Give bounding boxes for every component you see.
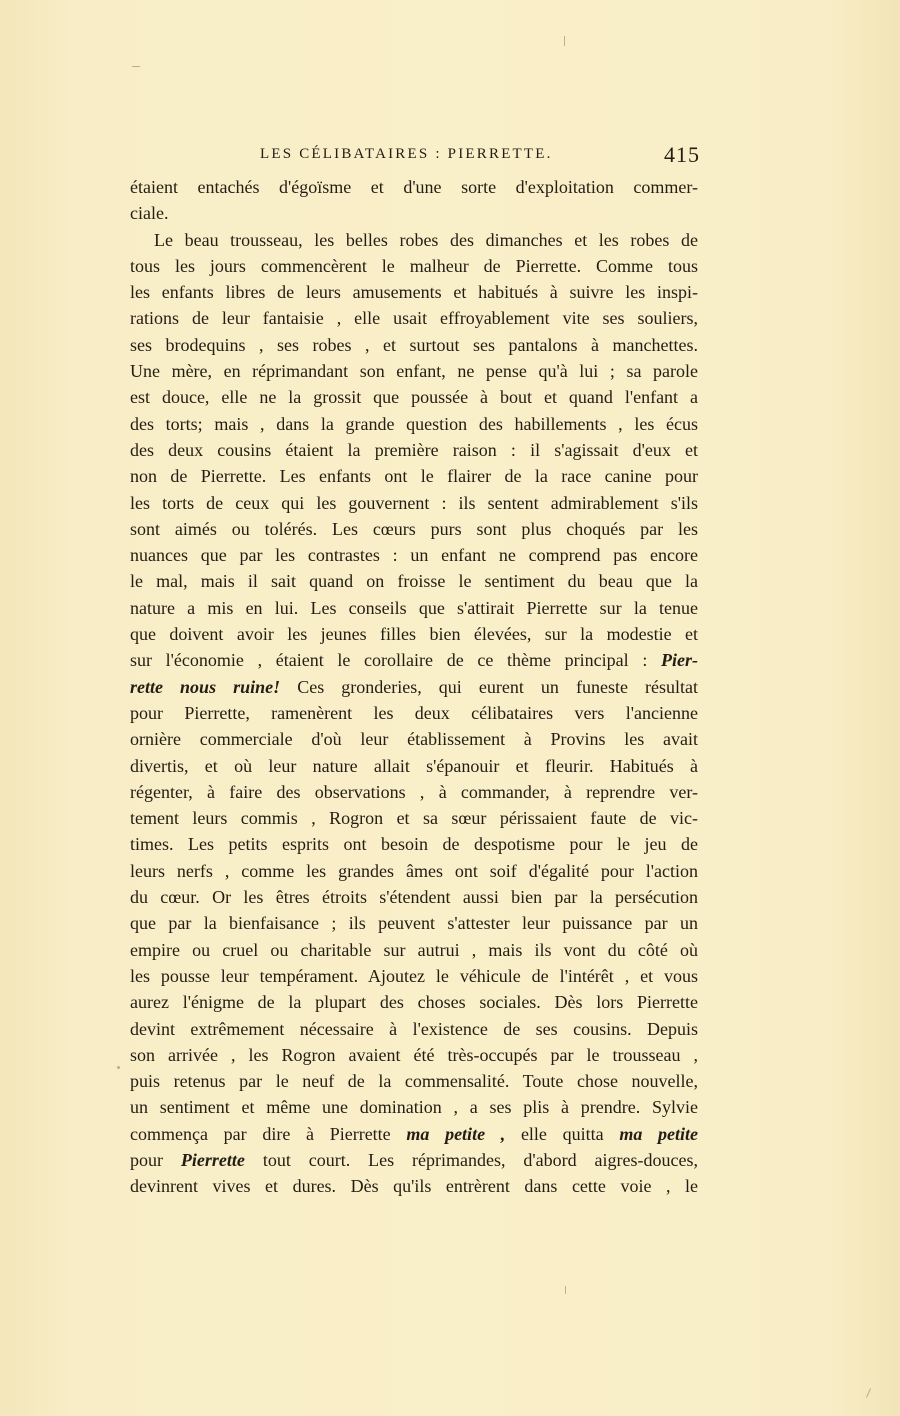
text-line bbox=[130, 700, 698, 726]
text-segment: le mal, mais il sait quand on froisse le sentiment du beau que la bbox=[130, 571, 698, 592]
text-segment: Une mère, en réprimandant son enfant, ne pense qu'à lui ; sa parole bbox=[130, 361, 698, 382]
text-segment: sur l'économie , étaient le corollaire de ce thème principal : bbox=[130, 650, 662, 671]
text-segment: des torts; mais , dans la grande question des habillements , les écus bbox=[130, 413, 698, 434]
text-segment: empire ou cruel ou charitable sur autrui , mais ils vont du côté où bbox=[130, 939, 698, 960]
text-line bbox=[130, 805, 698, 831]
scan-speck bbox=[132, 66, 140, 67]
text-line bbox=[130, 200, 698, 226]
italic-text: ma petite , bbox=[406, 1123, 506, 1144]
text-line bbox=[130, 1042, 698, 1068]
page-number: 415 bbox=[664, 142, 700, 167]
text-segment: puis retenus par le neuf de la commensalité. Toute chose nouvelle, bbox=[130, 1071, 698, 1092]
text-line bbox=[130, 1173, 698, 1199]
text-line bbox=[130, 937, 698, 963]
body-text bbox=[130, 174, 698, 1200]
scan-speck bbox=[564, 36, 565, 46]
running-title: LES CÉLIBATAIRES : PIERRETTE. bbox=[260, 146, 553, 162]
italic-text: Pierrette bbox=[180, 1149, 245, 1170]
text-segment: elle quitta bbox=[505, 1123, 620, 1144]
text-segment: ornière commerciale d'où leur établissement à Provins les avait bbox=[130, 729, 698, 750]
text-segment: un sentiment et même une domination , a ses plis à prendre. Sylvie bbox=[130, 1097, 698, 1118]
text-segment: régenter, à faire des observations , à commander, à reprendre ver- bbox=[130, 781, 698, 802]
text-line bbox=[130, 384, 698, 410]
text-line bbox=[130, 1016, 698, 1042]
text-line bbox=[130, 621, 698, 647]
text-line bbox=[130, 358, 698, 384]
scan-speck bbox=[117, 1066, 120, 1069]
text-segment: étaient entachés d'égoïsme et d'une sorte d'exploitation commer- bbox=[130, 177, 698, 197]
text-line bbox=[130, 463, 698, 489]
text-segment: leurs nerfs , comme les grandes âmes ont soif d'égalité pour l'action bbox=[130, 860, 698, 881]
italic-text: Pier- bbox=[661, 650, 698, 671]
text-line bbox=[130, 332, 698, 358]
text-line bbox=[130, 542, 698, 568]
text-line bbox=[130, 568, 698, 594]
text-line bbox=[130, 253, 698, 279]
text-segment: ses brodequins , ses robes , et surtout ses pantalons à manchettes. bbox=[130, 334, 698, 355]
text-line bbox=[130, 174, 698, 200]
text-segment: des deux cousins étaient la première raison : il s'agissait d'eux et bbox=[130, 439, 698, 460]
text-segment: est douce, elle ne la grossit que poussée à bout et quand l'enfant a bbox=[130, 387, 698, 408]
text-line bbox=[130, 674, 698, 700]
text-line bbox=[130, 779, 698, 805]
text-segment: tous les jours commencèrent le malheur de Pierrette. Comme tous bbox=[130, 255, 698, 276]
italic-text: ma petite bbox=[619, 1123, 698, 1144]
text-line bbox=[130, 411, 698, 437]
text-segment: times. Les petits esprits ont besoin de despotisme pour le jeu de bbox=[130, 834, 698, 855]
italic-text: rette nous ruine! bbox=[130, 676, 281, 697]
page-header bbox=[130, 142, 700, 172]
text-segment: ciale. bbox=[130, 203, 169, 224]
text-segment: que par la bienfaisance ; ils peuvent s'attester leur puissance par un bbox=[130, 913, 698, 934]
text-line bbox=[130, 647, 698, 673]
text-line bbox=[130, 227, 698, 253]
text-line bbox=[130, 595, 698, 621]
text-segment: divertis, et où leur nature allait s'épanouir et fleurir. Habitués à bbox=[130, 755, 698, 776]
text-line bbox=[130, 858, 698, 884]
text-line bbox=[130, 884, 698, 910]
text-line bbox=[130, 831, 698, 857]
text-segment: tout court. Les réprimandes, d'abord aigres-douces, bbox=[244, 1149, 699, 1170]
text-line bbox=[130, 279, 698, 305]
text-line bbox=[130, 437, 698, 463]
text-line bbox=[130, 963, 698, 989]
text-line bbox=[130, 910, 698, 936]
text-segment: nuances que par les contrastes : un enfant ne comprend pas encore bbox=[130, 545, 698, 566]
text-line bbox=[130, 1147, 698, 1173]
text-line bbox=[130, 516, 698, 542]
text-segment: les pousse leur tempérament. Ajoutez le véhicule de l'intérêt , et vous bbox=[130, 965, 698, 986]
text-segment: les enfants libres de leurs amusements et habitués à suivre les inspi- bbox=[130, 282, 698, 303]
text-segment: pour bbox=[130, 1149, 181, 1170]
text-segment: rations de leur fantaisie , elle usait effroyablement vite ses souliers, bbox=[130, 308, 698, 329]
text-segment: du cœur. Or les êtres étroits s'étendent aussi bien par la persécution bbox=[130, 887, 698, 908]
text-line bbox=[130, 490, 698, 516]
text-line bbox=[130, 726, 698, 752]
text-line bbox=[130, 1094, 698, 1120]
text-segment: non de Pierrette. Les enfants ont le flairer de la race canine pour bbox=[130, 466, 698, 487]
scan-speck bbox=[866, 1388, 871, 1397]
text-line bbox=[130, 753, 698, 779]
text-line bbox=[130, 305, 698, 331]
text-segment: aurez l'énigme de la plupart des choses sociales. Dès lors Pierrette bbox=[130, 992, 698, 1013]
text-line bbox=[130, 1121, 698, 1147]
text-segment: sont aimés ou tolérés. Les cœurs purs sont plus choqués par les bbox=[130, 518, 698, 539]
scan-speck bbox=[565, 1286, 566, 1294]
text-line bbox=[130, 1068, 698, 1094]
text-segment: pour Pierrette, ramenèrent les deux célibataires vers l'ancienne bbox=[130, 702, 698, 723]
text-segment: tement leurs commis , Rogron et sa sœur périssaient faute de vic- bbox=[130, 808, 698, 829]
text-segment: les torts de ceux qui les gouvernent : ils sentent admirablement s'ils bbox=[130, 492, 698, 513]
text-segment: que doivent avoir les jeunes filles bien élevées, sur la modestie et bbox=[130, 624, 698, 645]
text-segment: nature a mis en lui. Les conseils que s'attirait Pierrette sur la tenue bbox=[130, 597, 698, 618]
text-segment: Le beau trousseau, les belles robes des dimanches et les robes de bbox=[154, 229, 698, 250]
text-segment: son arrivée , les Rogron avaient été très-occupés par le trousseau , bbox=[130, 1044, 698, 1065]
text-segment: devinrent vives et dures. Dès qu'ils entrèrent dans cette voie , le bbox=[130, 1176, 698, 1197]
text-segment: commença par dire à Pierrette bbox=[130, 1123, 407, 1144]
text-line bbox=[130, 989, 698, 1015]
text-segment: devint extrêmement nécessaire à l'existence de ses cousins. Depuis bbox=[130, 1018, 698, 1039]
text-segment: Ces gronderies, qui eurent un funeste résultat bbox=[280, 676, 698, 697]
